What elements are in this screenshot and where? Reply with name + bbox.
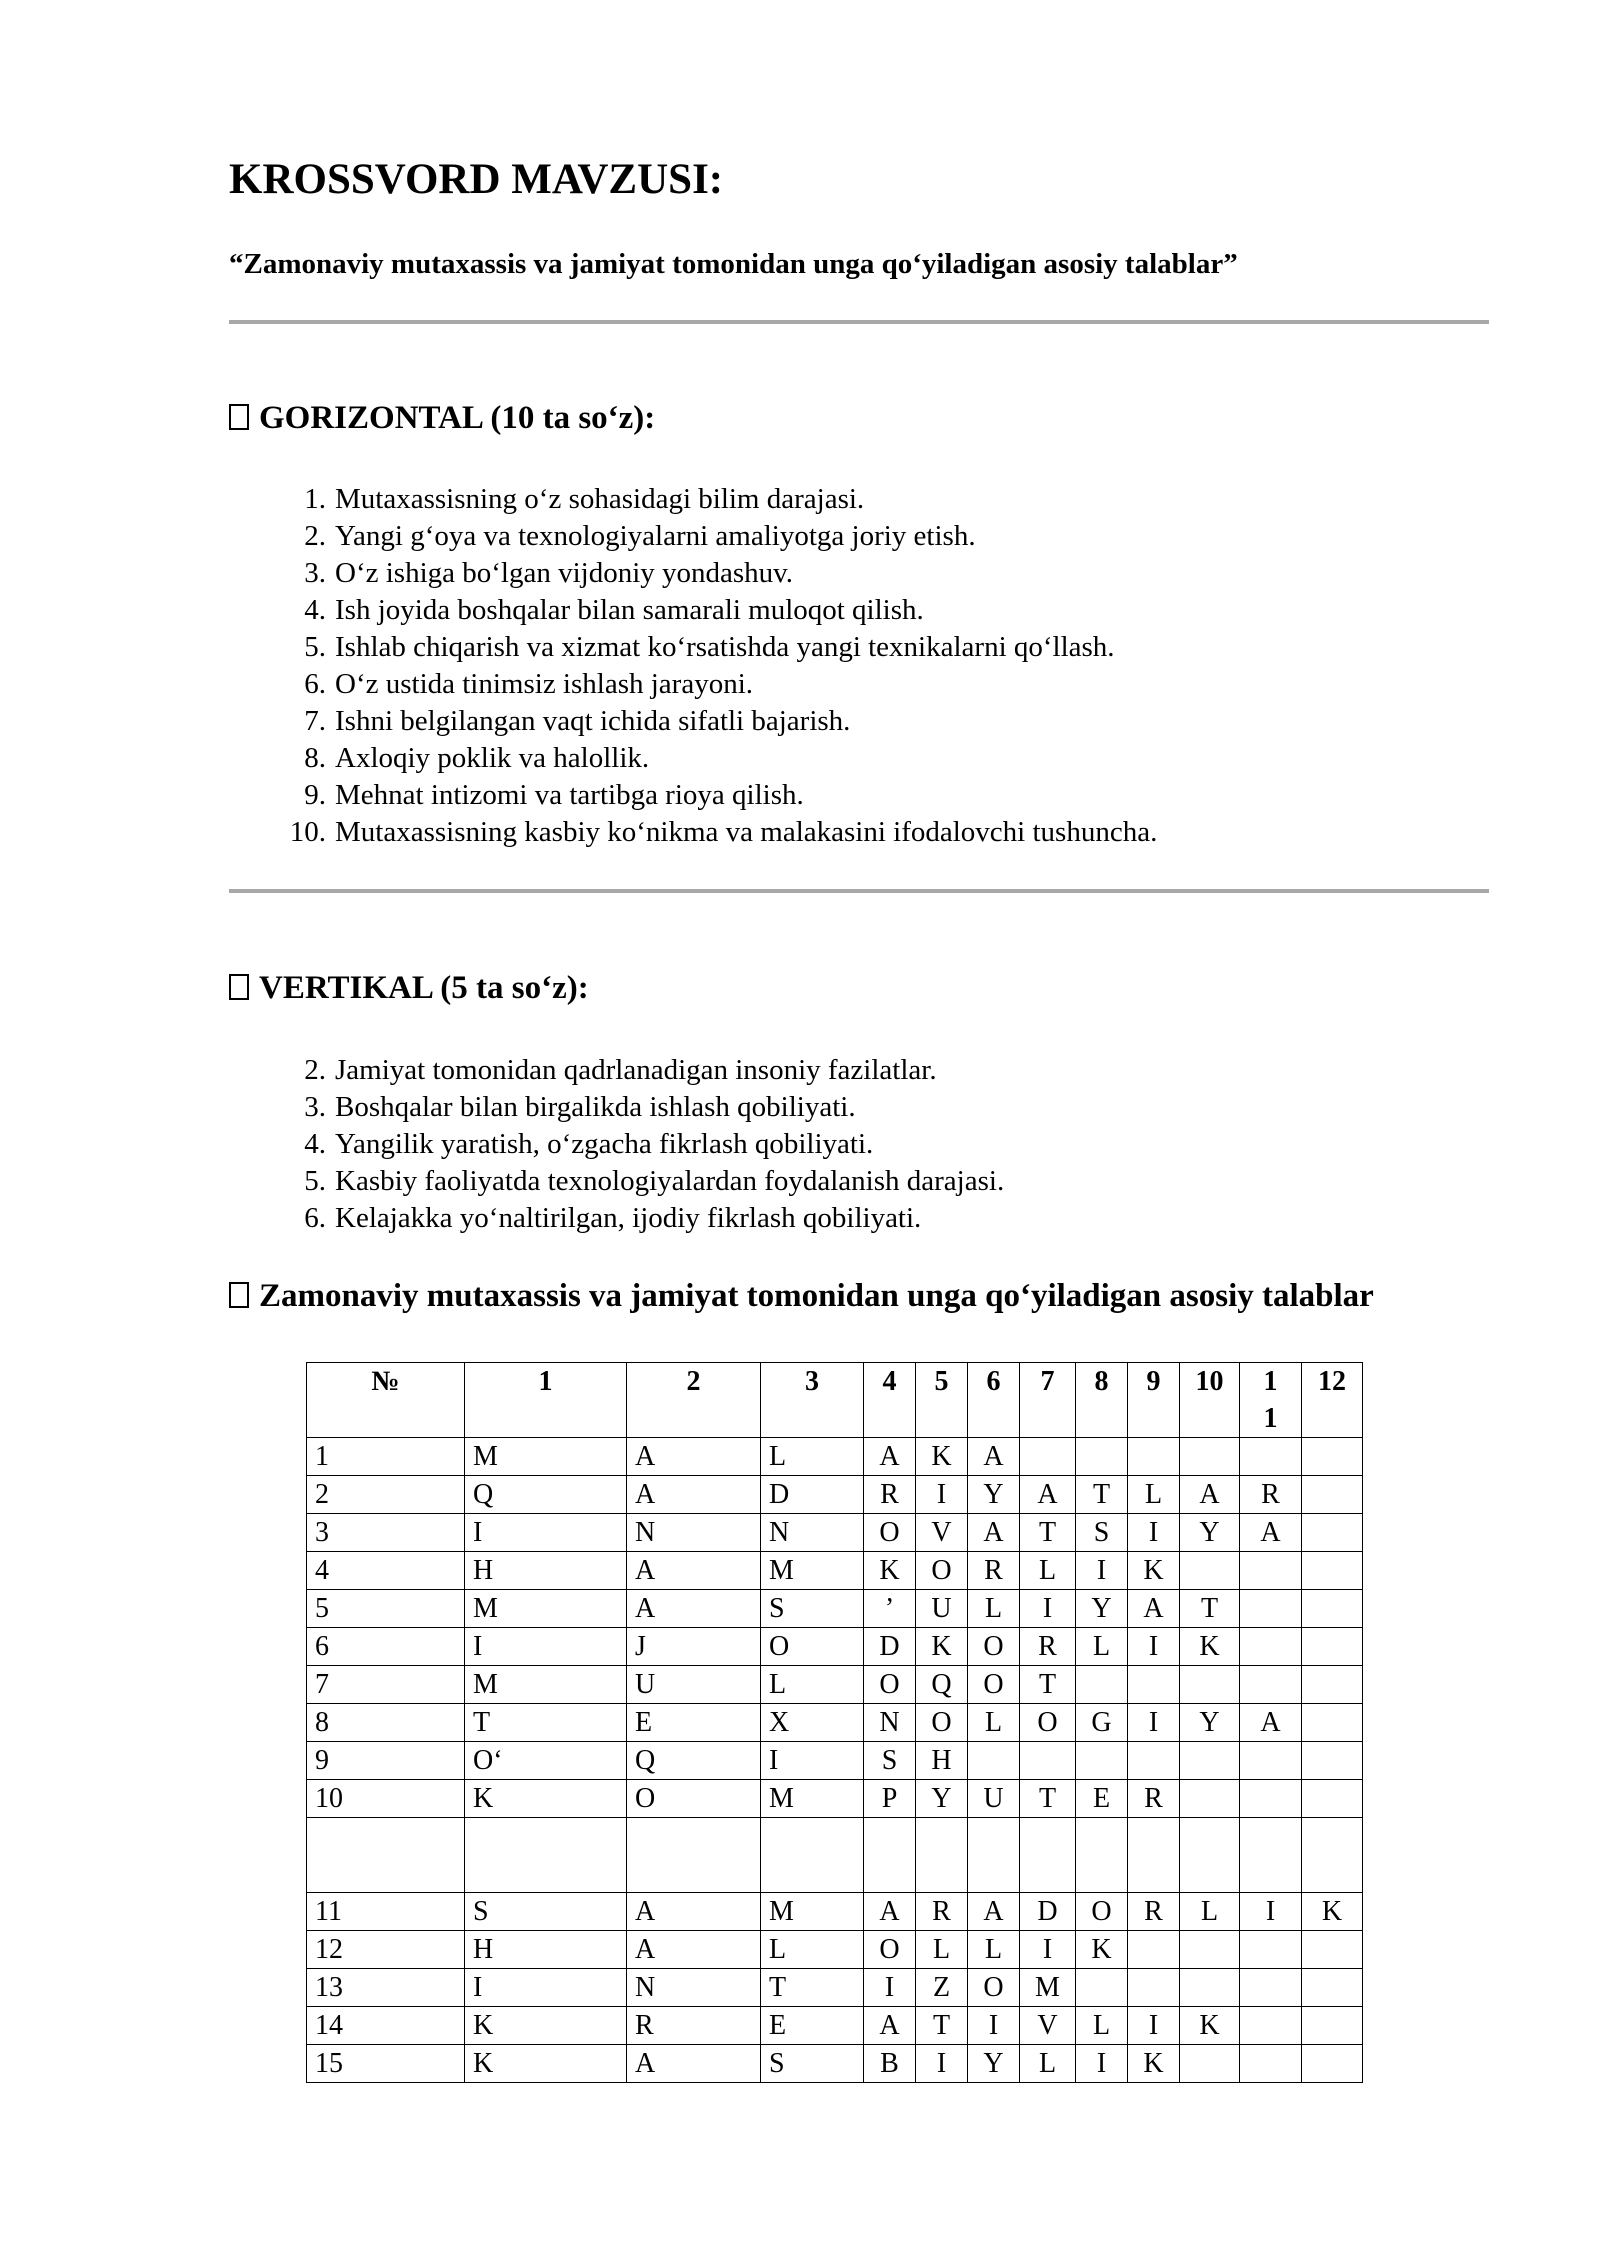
letter-cell: L	[968, 1931, 1020, 1969]
letter-cell: N	[761, 1514, 864, 1552]
letter-cell: A	[968, 1514, 1020, 1552]
letter-cell	[1128, 1742, 1180, 1780]
letter-cell: I	[916, 1476, 968, 1514]
table-row	[307, 1438, 1363, 1476]
letter-cell: K	[465, 2045, 627, 2083]
row-number-cell: 3	[307, 1514, 465, 1552]
row-number-cell: 7	[307, 1666, 465, 1704]
letter-cell: U	[916, 1590, 968, 1628]
missing-glyph-icon	[229, 404, 249, 430]
letter-cell: Z	[916, 1969, 968, 2007]
letter-cell	[1128, 1666, 1180, 1704]
letter-cell	[1180, 1552, 1240, 1590]
letter-cell: A	[968, 1438, 1020, 1476]
letter-cell: R	[627, 2007, 761, 2045]
clue-item	[229, 1163, 1004, 1200]
letter-cell: A	[627, 1893, 761, 1931]
letter-cell: Q	[627, 1742, 761, 1780]
letter-cell: K	[465, 2007, 627, 2045]
column-header: 2	[627, 1363, 761, 1438]
letter-cell: D	[761, 1476, 864, 1514]
clue-number: 7.	[304, 705, 326, 737]
clue-item	[229, 1200, 1004, 1237]
letter-cell: O	[968, 1628, 1020, 1666]
letter-cell: I	[1128, 2007, 1180, 2045]
letter-cell: S	[761, 2045, 864, 2083]
column-header: 12	[1302, 1363, 1363, 1438]
table-row	[307, 1628, 1363, 1666]
letter-cell: T	[1020, 1514, 1076, 1552]
row-number-cell: 5	[307, 1590, 465, 1628]
column-header: 4	[864, 1363, 916, 1438]
clue-number: 5.	[304, 631, 326, 663]
table-row	[307, 1818, 1363, 1893]
letter-cell: K	[1180, 2007, 1240, 2045]
letter-cell	[968, 1818, 1020, 1893]
document-subtitle: “Zamonaviy mutaxassis va jamiyat tomonidan unga qo‘yiladigan asosiy talablar”	[229, 248, 1238, 280]
row-number-cell: 4	[307, 1552, 465, 1590]
crossword-table	[306, 1362, 1363, 2083]
clue-item	[229, 481, 1157, 518]
letter-cell	[1240, 2045, 1302, 2083]
letter-cell: K	[465, 1780, 627, 1818]
letter-cell	[1128, 1818, 1180, 1893]
clue-number: 8.	[304, 742, 326, 774]
letter-cell: A	[627, 1931, 761, 1969]
letter-cell	[1076, 1438, 1128, 1476]
clue-item	[229, 703, 1157, 740]
letter-cell	[1240, 2007, 1302, 2045]
clue-text: Jamiyat tomonidan qadrlanadigan insoniy fazilatlar.	[335, 1054, 937, 1086]
letter-cell	[1180, 1666, 1240, 1704]
letter-cell: Q	[465, 1476, 627, 1514]
letter-cell: L	[968, 1704, 1020, 1742]
letter-cell: M	[761, 1552, 864, 1590]
letter-cell: Q	[916, 1666, 968, 1704]
letter-cell	[1180, 2045, 1240, 2083]
letter-cell: R	[968, 1552, 1020, 1590]
table-row	[307, 1704, 1363, 1742]
letter-cell: K	[1076, 1931, 1128, 1969]
letter-cell: N	[627, 1969, 761, 2007]
column-header: 10	[1180, 1363, 1240, 1438]
letter-cell	[1302, 1666, 1363, 1704]
clue-text: Mutaxassisning o‘z sohasidagi bilim darajasi.	[335, 483, 865, 515]
letter-cell: A	[1240, 1704, 1302, 1742]
letter-cell: H	[465, 1552, 627, 1590]
letter-cell: U	[968, 1780, 1020, 1818]
letter-cell: A	[627, 2045, 761, 2083]
letter-cell: I	[1020, 1590, 1076, 1628]
row-number-cell: 14	[307, 2007, 465, 2045]
clue-number: 4.	[304, 594, 326, 626]
divider	[229, 889, 1489, 893]
letter-cell: L	[916, 1931, 968, 1969]
letter-cell: D	[1020, 1893, 1076, 1931]
letter-cell: L	[761, 1931, 864, 1969]
letter-cell: I	[465, 1514, 627, 1552]
letter-cell	[1076, 1969, 1128, 2007]
clue-item	[229, 1052, 1004, 1089]
letter-cell: Y	[968, 2045, 1020, 2083]
letter-cell: A	[627, 1476, 761, 1514]
letter-cell: M	[761, 1893, 864, 1931]
clue-item	[229, 1089, 1004, 1126]
letter-cell	[1180, 1818, 1240, 1893]
letter-cell: N	[627, 1514, 761, 1552]
letter-cell	[1302, 1818, 1363, 1893]
letter-cell: A	[1180, 1476, 1240, 1514]
letter-cell: I	[916, 2045, 968, 2083]
clue-text: Axloqiy poklik va halollik.	[335, 742, 650, 774]
letter-cell	[1240, 1742, 1302, 1780]
table-row	[307, 1893, 1363, 1931]
letter-cell: V	[1020, 2007, 1076, 2045]
letter-cell: M	[1020, 1969, 1076, 2007]
table-row	[307, 1742, 1363, 1780]
letter-cell	[1076, 1666, 1128, 1704]
letter-cell: R	[1128, 1780, 1180, 1818]
clue-number: 2.	[304, 520, 326, 552]
table-row	[307, 1969, 1363, 2007]
table-header-row	[307, 1363, 1363, 1438]
letter-cell: I	[1240, 1893, 1302, 1931]
letter-cell	[1302, 1742, 1363, 1780]
letter-cell	[1240, 1628, 1302, 1666]
letter-cell	[1180, 1969, 1240, 2007]
letter-cell: D	[864, 1628, 916, 1666]
letter-cell: S	[1076, 1514, 1128, 1552]
clue-text: Ishni belgilangan vaqt ichida sifatli bajarish.	[335, 705, 851, 737]
clue-item	[229, 592, 1157, 629]
clue-text: Boshqalar bilan birgalikda ishlash qobiliyati.	[335, 1091, 856, 1123]
clue-text: Ishlab chiqarish va xizmat ko‘rsatishda yangi texnikalarni qo‘llash.	[335, 631, 1115, 663]
letter-cell: I	[465, 1628, 627, 1666]
letter-cell: A	[627, 1438, 761, 1476]
letter-cell: P	[864, 1780, 916, 1818]
letter-cell	[1128, 1931, 1180, 1969]
letter-cell	[1240, 1666, 1302, 1704]
row-number-cell: 9	[307, 1742, 465, 1780]
letter-cell: A	[1240, 1514, 1302, 1552]
letter-cell: R	[916, 1893, 968, 1931]
table-row	[307, 1931, 1363, 1969]
clue-number: 6.	[304, 1202, 326, 1234]
letter-cell: L	[1076, 2007, 1128, 2045]
letter-cell	[1302, 1590, 1363, 1628]
letter-cell: V	[916, 1514, 968, 1552]
clue-text: Kelajakka yo‘naltirilgan, ijodiy fikrlash qobiliyati.	[335, 1202, 922, 1234]
table-heading	[229, 1278, 1374, 1315]
letter-cell	[1180, 1780, 1240, 1818]
letter-cell	[1076, 1818, 1128, 1893]
clue-item	[229, 777, 1157, 814]
letter-cell: Y	[916, 1780, 968, 1818]
clue-number: 4.	[304, 1128, 326, 1160]
letter-cell	[1302, 1704, 1363, 1742]
letter-cell: L	[761, 1666, 864, 1704]
letter-cell	[968, 1742, 1020, 1780]
column-header: 8	[1076, 1363, 1128, 1438]
vertical-heading	[229, 970, 589, 1007]
letter-cell	[627, 1818, 761, 1893]
letter-cell: O	[1020, 1704, 1076, 1742]
letter-cell: S	[465, 1893, 627, 1931]
clue-item	[229, 555, 1157, 592]
letter-cell	[1128, 1969, 1180, 2007]
letter-cell: K	[1128, 2045, 1180, 2083]
letter-cell	[1302, 1438, 1363, 1476]
table-row	[307, 1552, 1363, 1590]
letter-cell	[1128, 1438, 1180, 1476]
letter-cell: H	[465, 1931, 627, 1969]
clue-text: O‘z ishiga bo‘lgan vijdoniy yondashuv.	[335, 557, 794, 589]
letter-cell	[1240, 1969, 1302, 2007]
letter-cell: S	[761, 1590, 864, 1628]
letter-cell: T	[1076, 1476, 1128, 1514]
letter-cell	[1302, 2007, 1363, 2045]
clue-number: 5.	[304, 1165, 326, 1197]
letter-cell	[864, 1818, 916, 1893]
letter-cell: I	[1128, 1514, 1180, 1552]
letter-cell: M	[465, 1438, 627, 1476]
letter-cell: J	[627, 1628, 761, 1666]
clue-text: Yangilik yaratish, o‘zgacha fikrlash qobiliyati.	[335, 1128, 874, 1160]
row-number-cell: 13	[307, 1969, 465, 2007]
letter-cell: R	[1240, 1476, 1302, 1514]
letter-cell	[1302, 1969, 1363, 2007]
letter-cell: L	[1076, 1628, 1128, 1666]
letter-cell	[1302, 1780, 1363, 1818]
letter-cell: L	[1128, 1476, 1180, 1514]
letter-cell	[1240, 1780, 1302, 1818]
letter-cell: E	[761, 2007, 864, 2045]
letter-cell: U	[627, 1666, 761, 1704]
column-header: 6	[968, 1363, 1020, 1438]
letter-cell: H	[916, 1742, 968, 1780]
letter-cell: R	[1128, 1893, 1180, 1931]
letter-cell: T	[761, 1969, 864, 2007]
letter-cell: O	[864, 1931, 916, 1969]
letter-cell	[465, 1818, 627, 1893]
letter-cell: O	[1076, 1893, 1128, 1931]
letter-cell	[1020, 1438, 1076, 1476]
letter-cell: ’	[864, 1590, 916, 1628]
letter-cell: A	[968, 1893, 1020, 1931]
clue-item	[229, 1126, 1004, 1163]
letter-cell: I	[465, 1969, 627, 2007]
letter-cell: I	[1128, 1704, 1180, 1742]
letter-cell: A	[627, 1590, 761, 1628]
letter-cell: O‘	[465, 1742, 627, 1780]
clue-item	[229, 629, 1157, 666]
clue-text: Mutaxassisning kasbiy ko‘nikma va malakasini ifodalovchi tushuncha.	[335, 816, 1158, 848]
letter-cell: M	[465, 1590, 627, 1628]
clue-text: Kasbiy faoliyatda texnologiyalardan foydalanish darajasi.	[335, 1165, 1005, 1197]
letter-cell: O	[761, 1628, 864, 1666]
column-header: 9	[1128, 1363, 1180, 1438]
letter-cell: T	[916, 2007, 968, 2045]
clue-text: Yangi g‘oya va texnologiyalarni amaliyotga joriy etish.	[335, 520, 976, 552]
column-header: 3	[761, 1363, 864, 1438]
letter-cell	[1302, 1552, 1363, 1590]
letter-cell: I	[1020, 1931, 1076, 1969]
letter-cell: K	[916, 1438, 968, 1476]
table-row	[307, 1476, 1363, 1514]
letter-cell	[1180, 1742, 1240, 1780]
row-number-cell: 10	[307, 1780, 465, 1818]
letter-cell: K	[1128, 1552, 1180, 1590]
letter-cell	[1240, 1438, 1302, 1476]
letter-cell: L	[761, 1438, 864, 1476]
letter-cell: O	[916, 1704, 968, 1742]
letter-cell	[1302, 1931, 1363, 1969]
letter-cell: E	[1076, 1780, 1128, 1818]
horizontal-clue-list	[229, 481, 1157, 851]
horizontal-heading-text: GORIZONTAL (10 ta so‘z):	[259, 400, 656, 436]
letter-cell: E	[627, 1704, 761, 1742]
letter-cell: M	[465, 1666, 627, 1704]
letter-cell	[1302, 1476, 1363, 1514]
letter-cell: I	[761, 1742, 864, 1780]
clue-text: O‘z ustida tinimsiz ishlash jarayoni.	[335, 668, 754, 700]
row-number-cell: 8	[307, 1704, 465, 1742]
column-header: №	[307, 1363, 465, 1438]
clue-item	[229, 814, 1157, 851]
letter-cell: I	[864, 1969, 916, 2007]
letter-cell: X	[761, 1704, 864, 1742]
table-row	[307, 1590, 1363, 1628]
letter-cell: K	[864, 1552, 916, 1590]
letter-cell: S	[864, 1742, 916, 1780]
divider	[229, 320, 1489, 324]
letter-cell: Y	[1076, 1590, 1128, 1628]
clue-number: 10.	[289, 816, 326, 848]
letter-cell	[1240, 1552, 1302, 1590]
clue-item	[229, 666, 1157, 703]
letter-cell: Y	[1180, 1704, 1240, 1742]
column-header: 1	[465, 1363, 627, 1438]
letter-cell: B	[864, 2045, 916, 2083]
letter-cell: K	[1302, 1893, 1363, 1931]
letter-cell	[1240, 1818, 1302, 1893]
clue-item	[229, 740, 1157, 777]
letter-cell: A	[864, 2007, 916, 2045]
letter-cell: I	[1076, 2045, 1128, 2083]
letter-cell: L	[1020, 1552, 1076, 1590]
letter-cell	[1180, 1438, 1240, 1476]
clue-text: Ish joyida boshqalar bilan samarali muloqot qilish.	[335, 594, 924, 626]
vertical-heading-text: VERTIKAL (5 ta so‘z):	[259, 970, 589, 1006]
letter-cell: O	[864, 1666, 916, 1704]
letter-cell: A	[1020, 1476, 1076, 1514]
letter-cell: R	[864, 1476, 916, 1514]
clue-number: 6.	[304, 668, 326, 700]
table-row	[307, 2045, 1363, 2083]
letter-cell: T	[1020, 1780, 1076, 1818]
letter-cell	[1302, 1628, 1363, 1666]
letter-cell: G	[1076, 1704, 1128, 1742]
row-number-cell: 1	[307, 1438, 465, 1476]
letter-cell	[761, 1818, 864, 1893]
letter-cell: L	[968, 1590, 1020, 1628]
letter-cell: T	[465, 1704, 627, 1742]
letter-cell: L	[1180, 1893, 1240, 1931]
table-row	[307, 1780, 1363, 1818]
letter-cell: I	[1076, 1552, 1128, 1590]
row-number-cell: 6	[307, 1628, 465, 1666]
table-heading-text: Zamonaviy mutaxassis va jamiyat tomonidan unga qo‘yiladigan asosiy talablar	[259, 1278, 1374, 1314]
letter-cell	[1302, 1514, 1363, 1552]
letter-cell: T	[1020, 1666, 1076, 1704]
letter-cell: O	[968, 1666, 1020, 1704]
clue-number: 1.	[304, 483, 326, 515]
column-header: 1 1	[1240, 1363, 1302, 1438]
letter-cell	[1302, 2045, 1363, 2083]
letter-cell	[1240, 1931, 1302, 1969]
letter-cell: T	[1180, 1590, 1240, 1628]
letter-cell: O	[916, 1552, 968, 1590]
clue-number: 2.	[304, 1054, 326, 1086]
letter-cell: N	[864, 1704, 916, 1742]
row-number-cell	[307, 1818, 465, 1893]
letter-cell	[1020, 1818, 1076, 1893]
letter-cell: Y	[1180, 1514, 1240, 1552]
letter-cell: K	[1180, 1628, 1240, 1666]
letter-cell: L	[1020, 2045, 1076, 2083]
letter-cell: R	[1020, 1628, 1076, 1666]
vertical-clue-list	[229, 1052, 1004, 1237]
clue-item	[229, 518, 1157, 555]
letter-cell: K	[916, 1628, 968, 1666]
clue-number: 3.	[304, 1091, 326, 1123]
table-row	[307, 1666, 1363, 1704]
horizontal-heading	[229, 400, 655, 437]
clue-number: 3.	[304, 557, 326, 589]
clue-text: Mehnat intizomi va tartibga rioya qilish.	[335, 779, 804, 811]
letter-cell	[1180, 1931, 1240, 1969]
letter-cell: O	[968, 1969, 1020, 2007]
table-row	[307, 1514, 1363, 1552]
table-row	[307, 2007, 1363, 2045]
letter-cell: O	[864, 1514, 916, 1552]
letter-cell	[916, 1818, 968, 1893]
column-header: 5	[916, 1363, 968, 1438]
letter-cell: A	[864, 1893, 916, 1931]
row-number-cell: 12	[307, 1931, 465, 1969]
letter-cell: A	[627, 1552, 761, 1590]
letter-cell: O	[627, 1780, 761, 1818]
row-number-cell: 11	[307, 1893, 465, 1931]
letter-cell	[1076, 1742, 1128, 1780]
letter-cell: I	[968, 2007, 1020, 2045]
column-header: 7	[1020, 1363, 1076, 1438]
letter-cell: A	[864, 1438, 916, 1476]
letter-cell	[1240, 1590, 1302, 1628]
missing-glyph-icon	[229, 974, 249, 1000]
letter-cell	[1020, 1742, 1076, 1780]
clue-number: 9.	[304, 779, 326, 811]
row-number-cell: 15	[307, 2045, 465, 2083]
missing-glyph-icon	[229, 1282, 249, 1308]
row-number-cell: 2	[307, 1476, 465, 1514]
letter-cell: Y	[968, 1476, 1020, 1514]
document-title: KROSSVORD MAVZUSI:	[229, 156, 724, 203]
letter-cell: I	[1128, 1628, 1180, 1666]
letter-cell: M	[761, 1780, 864, 1818]
letter-cell: A	[1128, 1590, 1180, 1628]
